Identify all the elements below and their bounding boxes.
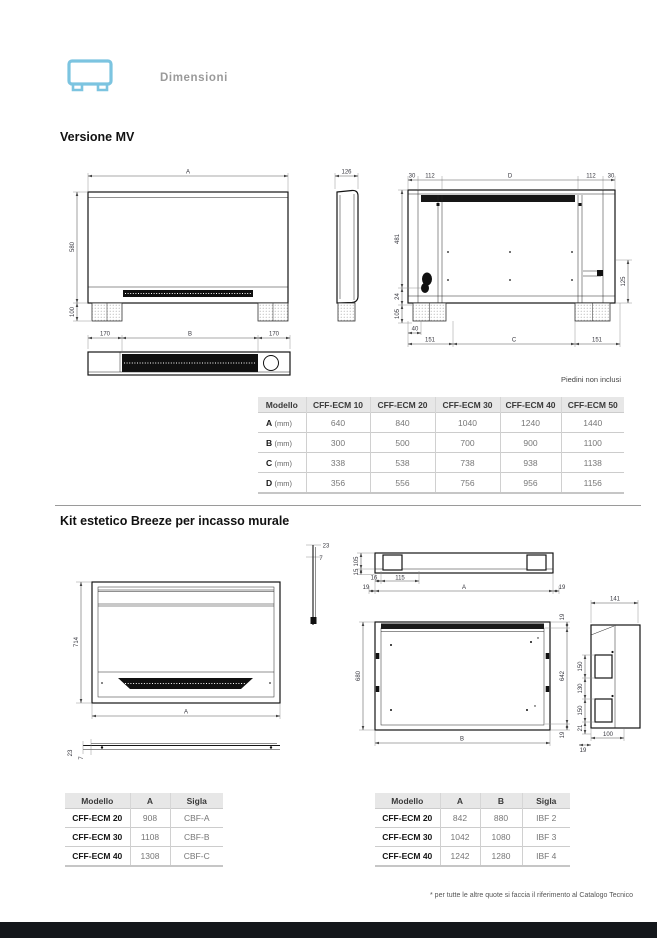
table-row xyxy=(375,847,570,867)
column-header: Modello xyxy=(65,793,130,809)
column-header: Modello xyxy=(375,793,440,809)
column-header: Modello xyxy=(258,397,306,413)
cell: 1240 xyxy=(500,413,561,433)
cell: 1242 xyxy=(440,847,480,867)
cell: 300 xyxy=(306,433,370,453)
dim-label-7: 7 xyxy=(319,556,323,562)
kit-top-view xyxy=(354,553,566,594)
dim-label-a: A xyxy=(183,709,189,716)
mv-technical-drawing xyxy=(55,163,640,391)
column-header: CFF-ECM 10 xyxy=(306,397,370,413)
cell: 956 xyxy=(500,473,561,494)
cell: 1308 xyxy=(130,847,170,867)
table-row xyxy=(65,847,223,867)
page-title: Dimensioni xyxy=(160,72,228,84)
cell: 1080 xyxy=(480,828,522,847)
column-header: CFF-ECM 20 xyxy=(370,397,435,413)
model-cell: CFF-ECM 40 xyxy=(65,847,130,867)
table-row xyxy=(258,433,624,453)
row-label: C (mm) xyxy=(258,453,306,473)
column-header: CFF-ECM 50 xyxy=(561,397,624,413)
section-divider xyxy=(55,505,641,506)
column-header: A xyxy=(130,793,170,809)
cell: CBF-C xyxy=(170,847,223,867)
row-label: D (mm) xyxy=(258,473,306,494)
dim-label-40: 40 xyxy=(411,326,419,333)
dim-label-714: 714 xyxy=(74,636,80,648)
row-label: B (mm) xyxy=(258,433,306,453)
table-row xyxy=(258,473,624,494)
mv-back-view xyxy=(395,174,632,348)
table-row xyxy=(258,413,624,433)
cell: 538 xyxy=(370,453,435,473)
section-title-kit: Kit estetico Breeze per incasso murale xyxy=(60,514,290,528)
fancoil-unit-icon xyxy=(66,58,116,94)
dim-label-19: 19 xyxy=(560,613,566,621)
dim-label-170: 170 xyxy=(99,331,111,338)
dim-label-170: 170 xyxy=(268,331,280,338)
ibf-kit-table xyxy=(375,793,570,867)
table-row xyxy=(65,828,223,847)
mv-dimensions-table xyxy=(258,397,624,494)
kit-front-view xyxy=(74,582,280,719)
kit-back-view xyxy=(356,613,570,746)
dim-label-15: 15 xyxy=(354,568,360,576)
dim-label-580: 580 xyxy=(70,241,76,253)
dim-label-105: 105 xyxy=(395,308,401,320)
column-header: Sigla xyxy=(170,793,223,809)
cell: 880 xyxy=(480,809,522,828)
cell: 1100 xyxy=(561,433,624,453)
model-cell: CFF-ECM 30 xyxy=(375,828,440,847)
model-cell: CFF-ECM 30 xyxy=(65,828,130,847)
kit-bottom-profile xyxy=(68,739,280,760)
mv-bottom-view xyxy=(88,332,290,376)
cell: 738 xyxy=(435,453,500,473)
dim-label-115: 115 xyxy=(395,575,405,582)
dim-label-24: 24 xyxy=(395,293,401,300)
table-header-row xyxy=(65,793,223,809)
kit-side-profile xyxy=(306,544,330,626)
dim-label-16: 16 xyxy=(370,575,378,582)
table-row xyxy=(375,809,570,828)
cell: 1156 xyxy=(561,473,624,494)
cell: 756 xyxy=(435,473,500,494)
dim-label-126: 126 xyxy=(341,169,352,176)
cell: 938 xyxy=(500,453,561,473)
dim-label-23: 23 xyxy=(68,749,74,757)
dim-label-642: 642 xyxy=(560,670,566,682)
table-header-row xyxy=(258,397,624,413)
table-row xyxy=(258,453,624,473)
model-cell: CFF-ECM 20 xyxy=(65,809,130,828)
dim-label-125: 125 xyxy=(621,276,627,287)
dim-label-23: 23 xyxy=(322,543,330,550)
column-header: A xyxy=(440,793,480,809)
dim-label-b: B xyxy=(187,331,193,338)
section-title-versione-mv: Versione MV xyxy=(60,130,135,144)
dim-label-112: 112 xyxy=(586,173,596,180)
dim-label-100: 100 xyxy=(70,306,76,318)
feet-note: Piedini non inclusi xyxy=(560,375,621,384)
row-label: A (mm) xyxy=(258,413,306,433)
dim-label-151: 151 xyxy=(424,337,436,344)
cell: 1042 xyxy=(440,828,480,847)
cell: IBF 2 xyxy=(522,809,570,828)
dim-label-21: 21 xyxy=(578,724,584,732)
table-row xyxy=(65,809,223,828)
column-header: B xyxy=(480,793,522,809)
dim-label-105: 105 xyxy=(354,556,360,567)
dim-label-7: 7 xyxy=(79,756,85,760)
cbf-kit-table xyxy=(65,793,223,867)
dim-label-481: 481 xyxy=(395,233,401,245)
footer-bar xyxy=(0,922,657,938)
kit-technical-drawing xyxy=(55,538,650,770)
dim-label-19: 19 xyxy=(560,731,566,739)
model-cell: CFF-ECM 20 xyxy=(375,809,440,828)
dim-label-151: 151 xyxy=(591,337,603,344)
column-header: CFF-ECM 40 xyxy=(500,397,561,413)
cell: 556 xyxy=(370,473,435,494)
dim-label-141: 141 xyxy=(609,596,621,603)
dim-label-d: D xyxy=(507,173,513,180)
cell: 900 xyxy=(500,433,561,453)
dim-label-c: C xyxy=(511,337,517,344)
mv-front-view xyxy=(70,170,288,322)
dim-label-150: 150 xyxy=(578,661,584,672)
cell: IBF 4 xyxy=(522,847,570,867)
dim-label-a: A xyxy=(461,585,467,591)
table-row xyxy=(375,828,570,847)
cell: 1440 xyxy=(561,413,624,433)
model-cell: CFF-ECM 40 xyxy=(375,847,440,867)
cell: 1040 xyxy=(435,413,500,433)
cell: 500 xyxy=(370,433,435,453)
cell: IBF 3 xyxy=(522,828,570,847)
cell: 1280 xyxy=(480,847,522,867)
cell: 1108 xyxy=(130,828,170,847)
cell: CBF-B xyxy=(170,828,223,847)
footnote: * per tutte le altre quote si faccia il riferimento al Catalogo Tecnico xyxy=(430,892,633,899)
kit-right-profile xyxy=(578,597,640,755)
dim-label-a: A xyxy=(185,169,191,176)
cell: 840 xyxy=(370,413,435,433)
cell: 1138 xyxy=(561,453,624,473)
dim-label-150: 150 xyxy=(578,705,584,716)
cell: 700 xyxy=(435,433,500,453)
dim-label-19: 19 xyxy=(558,585,566,591)
dim-label-19: 19 xyxy=(579,748,587,754)
dim-label-112: 112 xyxy=(425,173,435,180)
dim-label-100: 100 xyxy=(602,732,614,738)
dim-label-19: 19 xyxy=(362,585,370,591)
dim-label-30: 30 xyxy=(607,173,615,180)
dim-label-680: 680 xyxy=(356,670,362,682)
cell: CBF-A xyxy=(170,809,223,828)
cell: 842 xyxy=(440,809,480,828)
table-header-row xyxy=(375,793,570,809)
cell: 356 xyxy=(306,473,370,494)
cell: 338 xyxy=(306,453,370,473)
cell: 908 xyxy=(130,809,170,828)
cell: 640 xyxy=(306,413,370,433)
mv-side-view xyxy=(335,170,358,322)
dim-label-30: 30 xyxy=(408,173,416,180)
column-header: CFF-ECM 30 xyxy=(435,397,500,413)
column-header: Sigla xyxy=(522,793,570,809)
dim-label-130: 130 xyxy=(578,683,584,694)
dim-label-b: B xyxy=(459,736,465,743)
